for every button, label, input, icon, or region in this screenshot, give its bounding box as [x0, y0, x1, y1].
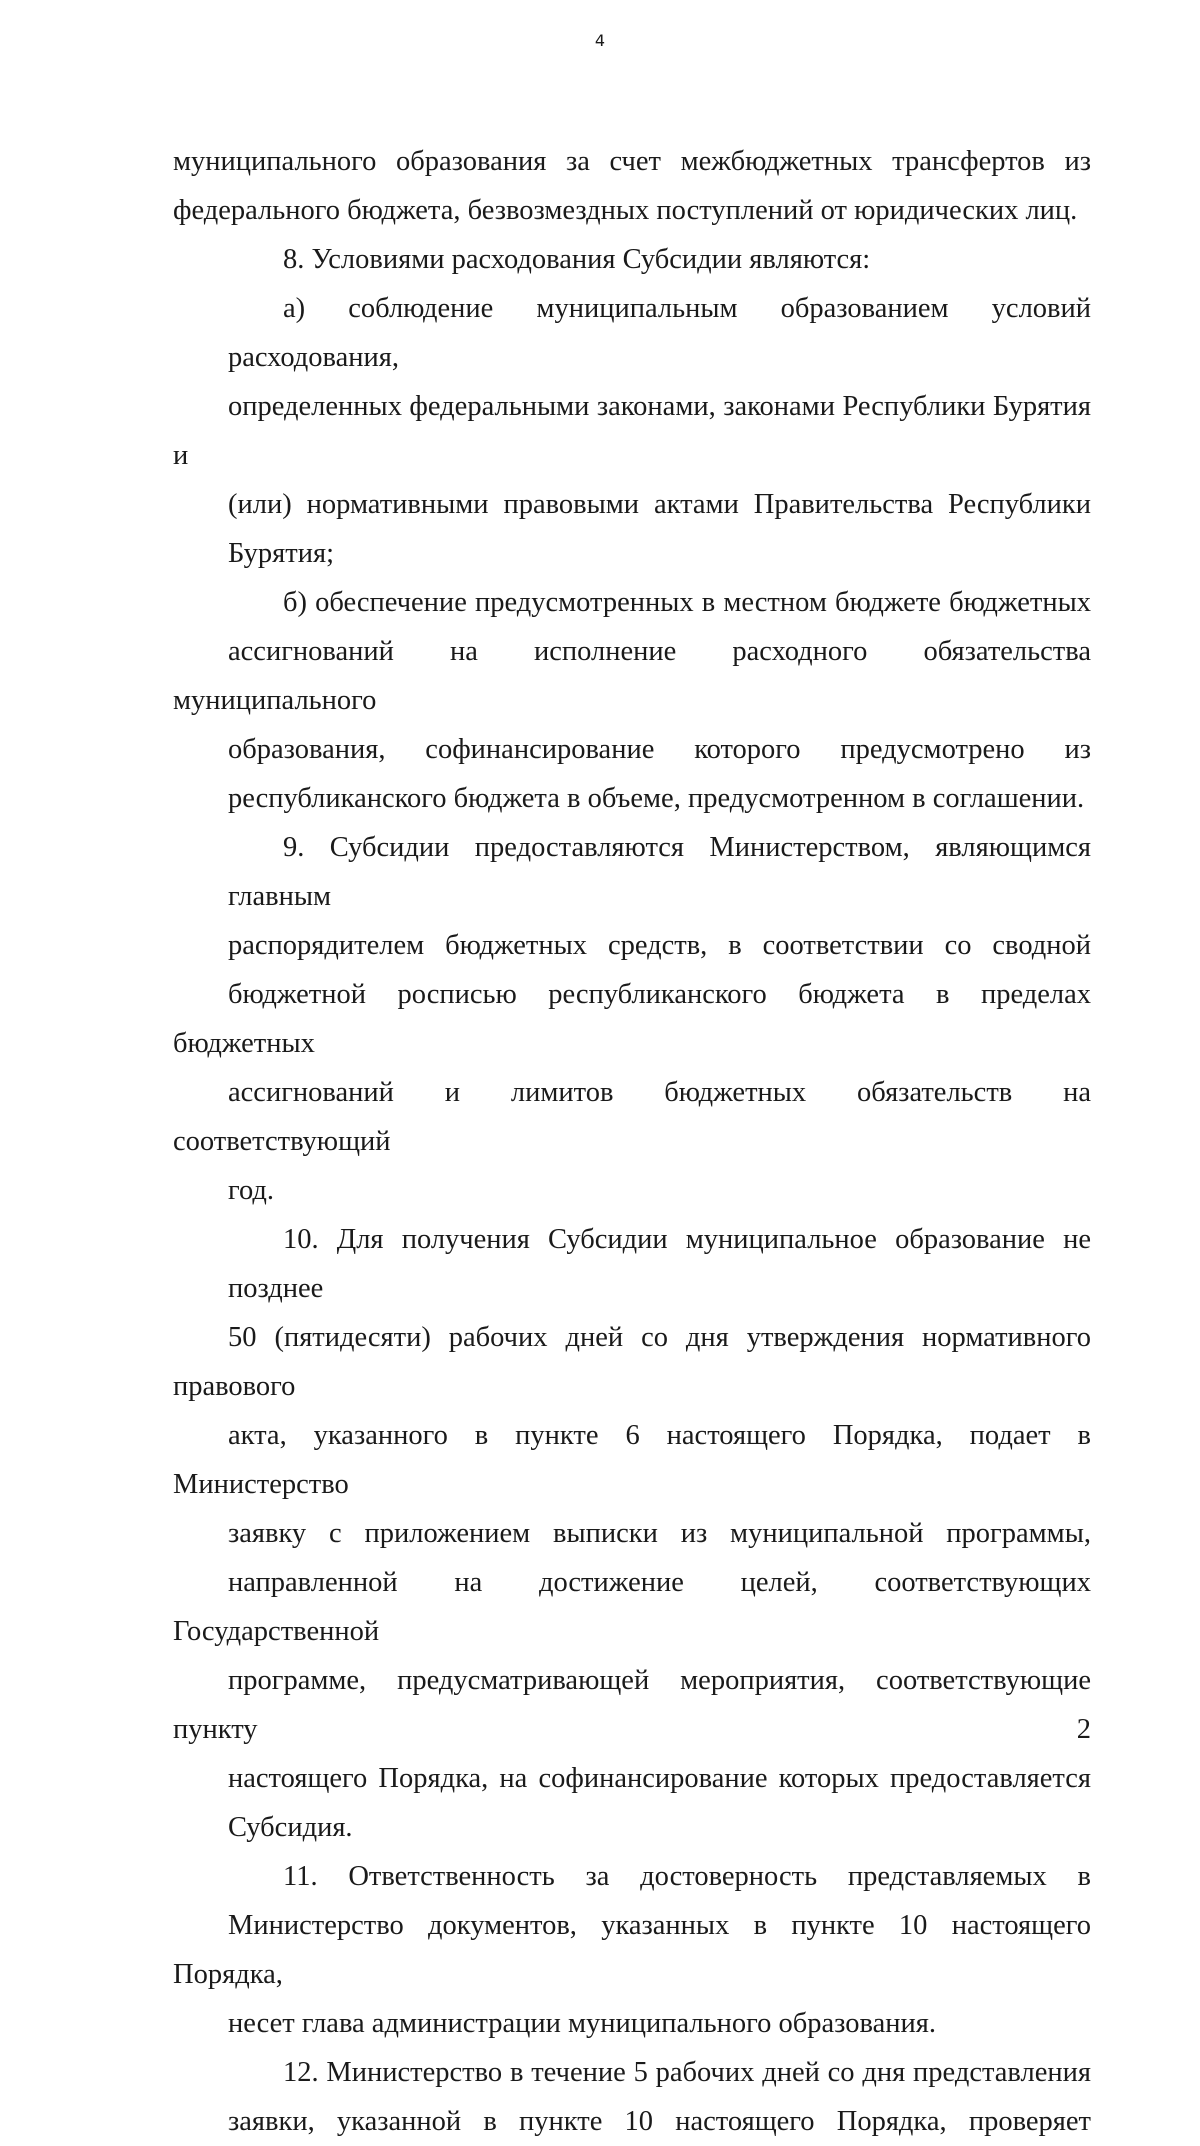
text-line: определенных федеральными законами, законами Республики Бурятия и	[173, 391, 1091, 471]
text-line: Бурятия;	[228, 538, 334, 569]
text-line: 50 (пятидесяти) рабочих дней со дня утверждения нормативного правового	[173, 1322, 1091, 1402]
text-line: Субсидия.	[228, 1812, 353, 1843]
text-line: ассигнований на исполнение расходного обязательства муниципального	[173, 636, 1091, 716]
text-line: 9. Субсидии предоставляются Министерством, являющимся главным	[228, 832, 1091, 912]
text-line: направленной на достижение целей, соответствующих Государственной	[173, 1567, 1091, 1647]
text-line: федерального бюджета, безвозмездных поступлений от юридических лиц.	[173, 195, 1078, 226]
text-line: год.	[228, 1175, 275, 1206]
text-line: (или) нормативными правовыми актами Правительства Республики	[228, 489, 1091, 520]
paragraph-subitem-b	[173, 578, 1091, 823]
text-line: заявку с приложением выписки из муниципальной программы,	[228, 1518, 1091, 1549]
text-line: 12. Министерство в течение 5 рабочих дней со дня представления	[283, 2057, 1091, 2088]
paragraph-subitem-a	[173, 284, 1091, 578]
paragraph-item-10	[173, 1215, 1091, 1852]
text-line: ассигнований и лимитов бюджетных обязательств на соответствующий	[173, 1077, 1091, 1157]
text-line: образования, софинансирование которого предусмотрено из	[228, 734, 1091, 765]
text-line: акта, указанного в пункте 6 настоящего Порядка, подает в Министерство	[173, 1420, 1091, 1500]
text-line: 8. Условиями расходования Субсидии являются:	[283, 244, 871, 275]
text-line: программе, предусматривающей мероприятия, соответствующие пункту 2	[173, 1665, 1091, 1745]
document-body	[173, 137, 1091, 2146]
text-line: Министерство документов, указанных в пункте 10 настоящего Порядка,	[173, 1910, 1091, 1990]
text-line: несет глава администрации муниципального образования.	[228, 2008, 936, 2039]
paragraph-continuation	[173, 137, 1091, 235]
paragraph-item-12	[173, 2048, 1091, 2146]
text-line: б) обеспечение предусмотренных в местном бюджете бюджетных	[283, 587, 1091, 618]
page-number: 4	[594, 31, 606, 50]
paragraph-item-11	[173, 1852, 1091, 2048]
text-line: муниципального образования за счет межбюджетных трансфертов из	[173, 146, 1091, 177]
text-line: 11. Ответственность за достоверность представляемых в	[283, 1861, 1091, 1892]
text-line: заявки, указанной в пункте 10 настоящего Порядка, проверяет	[228, 2106, 1091, 2137]
text-line: настоящего Порядка, на софинансирование которых предоставляется	[228, 1763, 1091, 1794]
paragraph-item-8	[173, 235, 1091, 284]
text-line: распорядителем бюджетных средств, в соответствии со сводной	[228, 930, 1091, 961]
text-line: республиканского бюджета в объеме, предусмотренном в соглашении.	[228, 783, 1085, 814]
text-line: а) соблюдение муниципальным образованием условий расходования,	[228, 293, 1091, 373]
text-line: 10. Для получения Субсидии муниципальное образование не позднее	[228, 1224, 1091, 1304]
text-line: бюджетной росписью республиканского бюджета в пределах бюджетных	[173, 979, 1091, 1059]
paragraph-item-9	[173, 823, 1091, 1215]
